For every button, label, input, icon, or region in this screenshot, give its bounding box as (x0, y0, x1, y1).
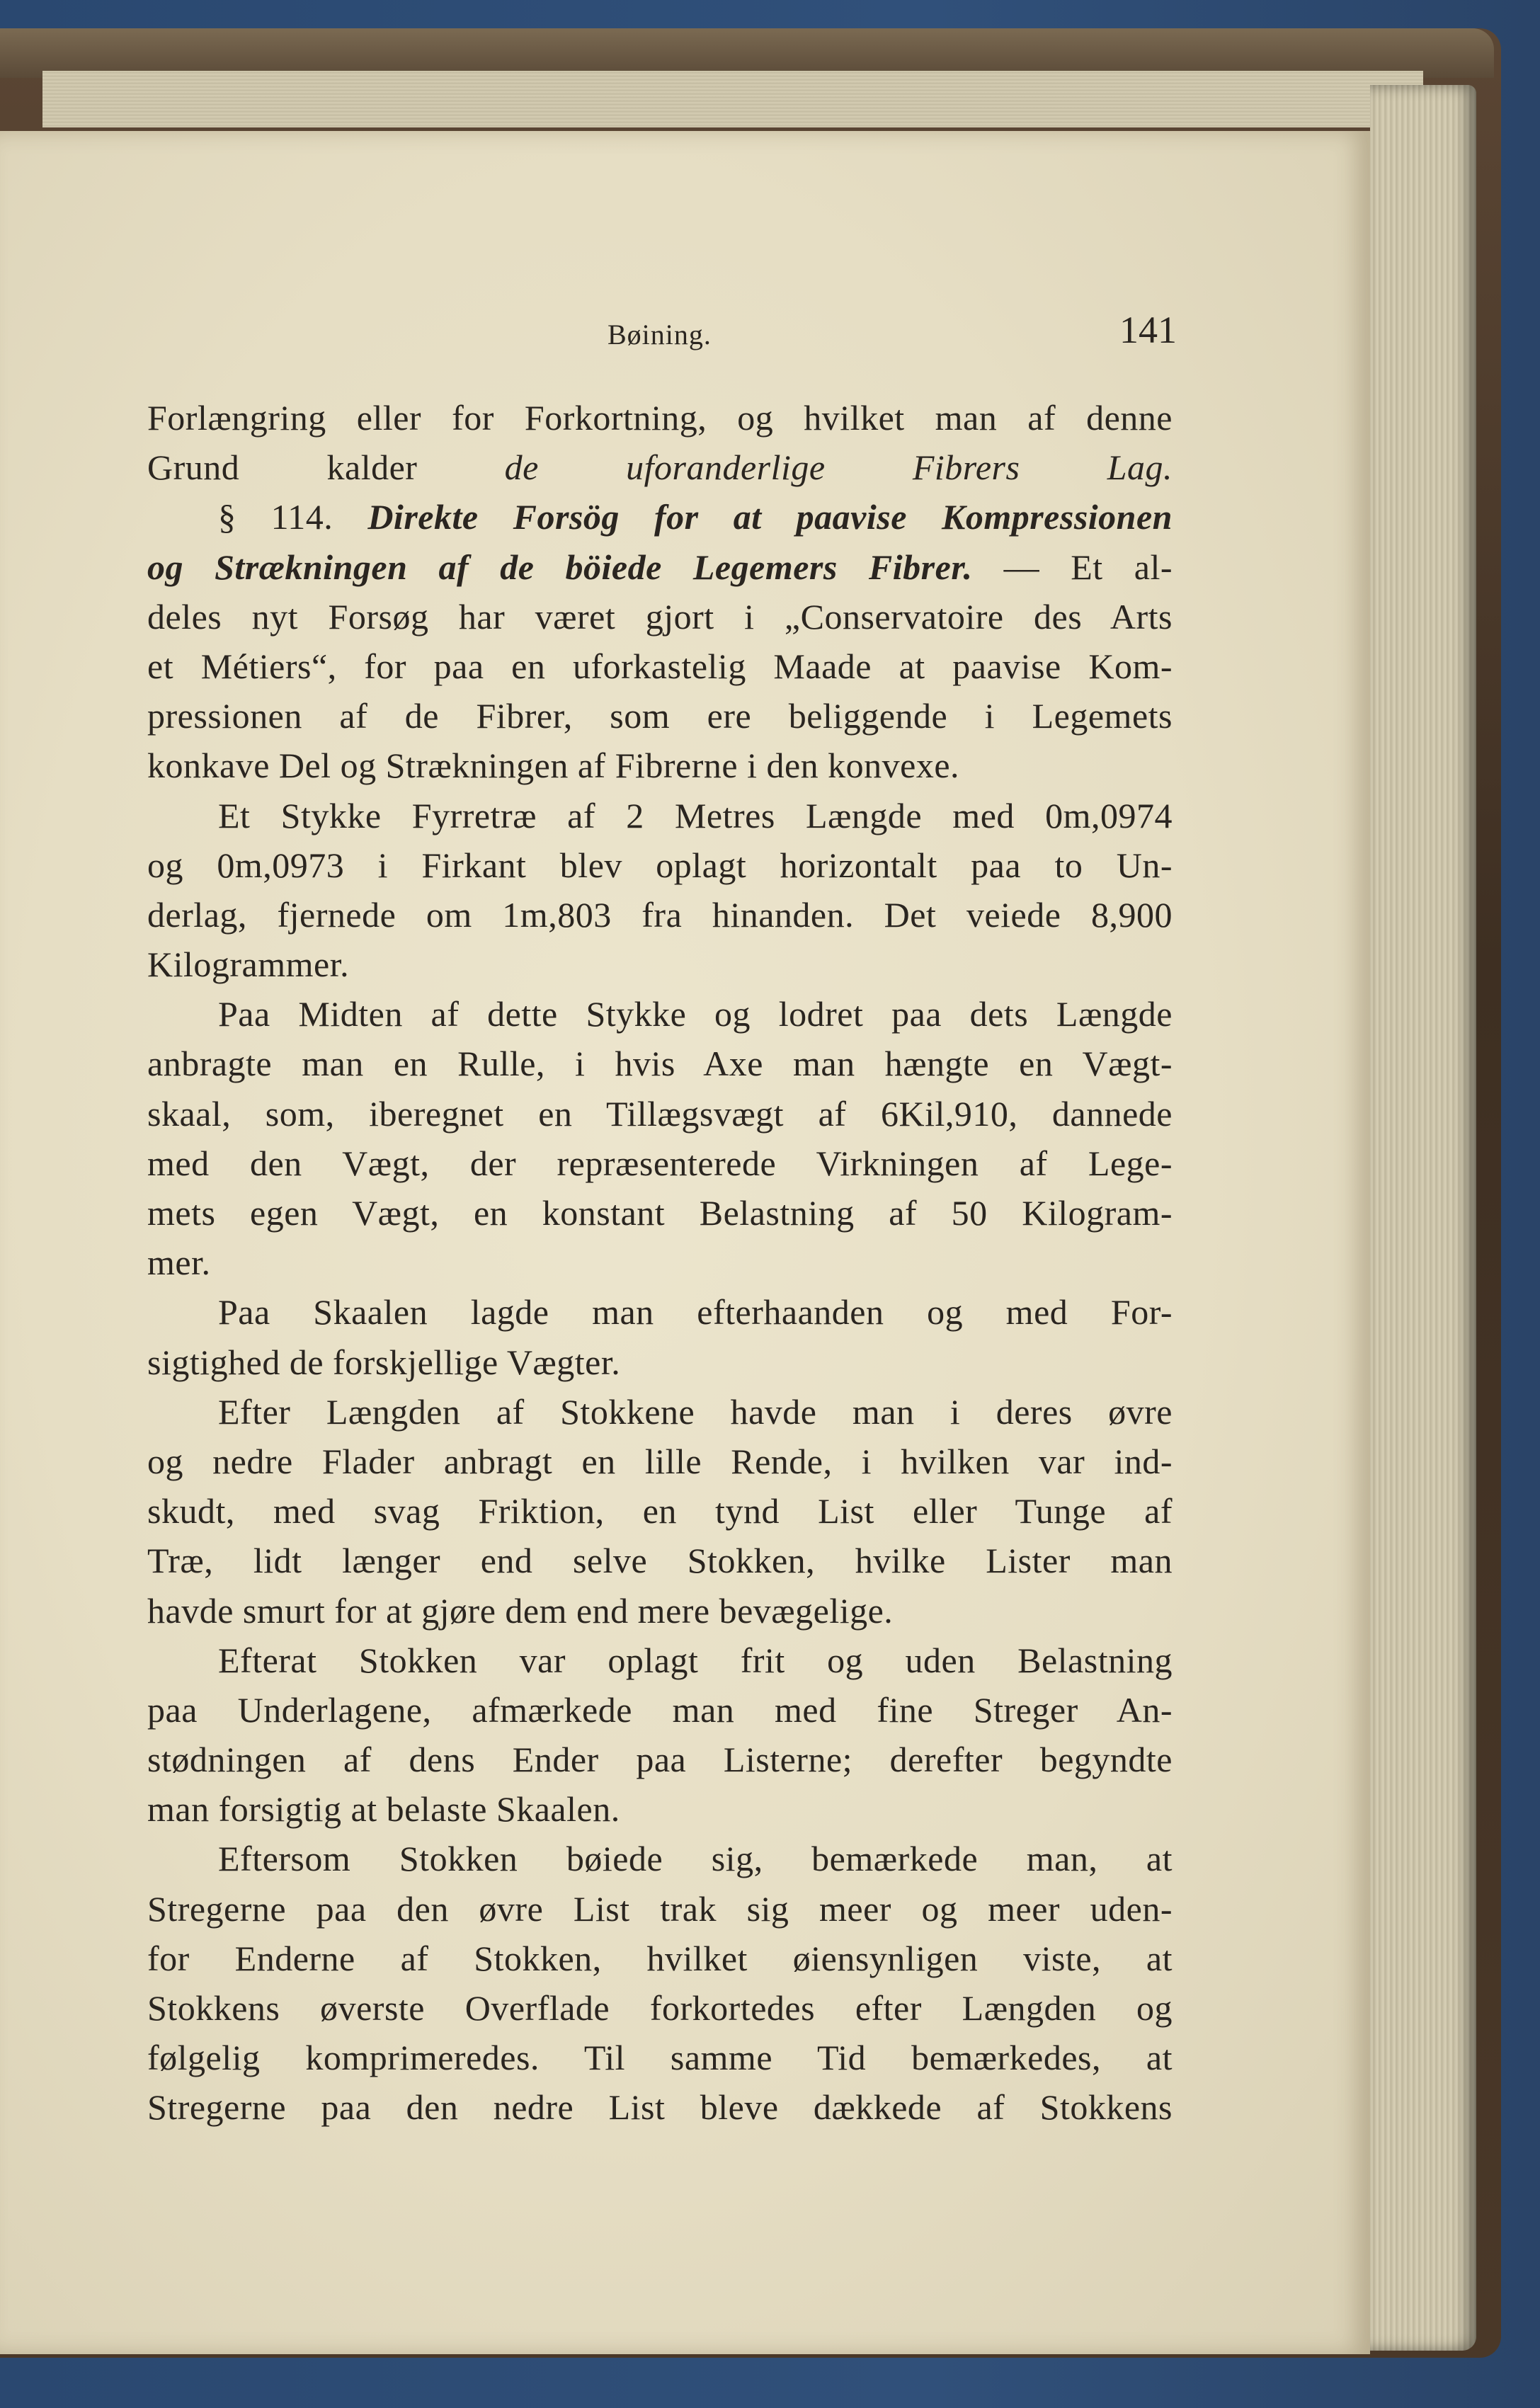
text-line: Efter Længden af Stokkene havde man i deres øvre (218, 1391, 1173, 1432)
text-line (147, 443, 1173, 492)
text-line: mer. (147, 1243, 211, 1283)
page-number: 141 (1119, 309, 1177, 351)
book-page (0, 131, 1370, 2354)
section-heading-line (147, 542, 1173, 592)
text-line: havde smurt for at gjøre dem end mere bevægelige. (147, 1590, 894, 1631)
text-line: med den Vægt, der repræsenterede Virkningen af Lege- (147, 1143, 1173, 1183)
running-title: Bøining. (608, 319, 712, 350)
text-line: Eftersom Stokken bøiede sig, bemærkede man, at (218, 1839, 1173, 1879)
text-line: og nedre Flader anbragt en lille Rende, i hvilken var ind- (147, 1441, 1173, 1481)
text-line: skudt, med svag Friktion, en tynd List eller Tunge af (147, 1491, 1173, 1531)
text-line: anbragte man en Rulle, i hvis Axe man hængte en Vægt- (147, 1044, 1173, 1084)
text-line: stødningen af dens Ender paa Listerne; derefter begyndte (147, 1740, 1173, 1780)
text-line: Stregerne paa den øvre List trak sig meer og meer uden- (147, 1888, 1173, 1929)
section-heading-line (147, 492, 1173, 542)
text-line: Et Stykke Fyrretræ af 2 Metres Længde med 0m,0974 (218, 795, 1173, 835)
text-line: pressionen af de Fibrer, som ere beliggende i Legemets (147, 696, 1173, 736)
text-line: Paa Skaalen lagde man efterhaanden og med For- (218, 1292, 1173, 1333)
text-line: deles nyt Forsøg har været gjort i „Conservatoire des Arts (147, 596, 1173, 637)
text-line: et Métiers“, for paa en uforkastelig Maade at paavise Kom- (147, 646, 1173, 686)
text-line: Kilogrammer. (147, 945, 350, 985)
text-line: følgelig komprimeredes. Til samme Tid bemærkedes, at (147, 2038, 1173, 2078)
text-line: skaal, som, iberegnet en Tillægsvægt af 6Kil,910, dannede (147, 1093, 1173, 1134)
text-run: — Et al- (972, 547, 1173, 587)
section-title: Direkte Forsög for at paavise Kompressionen (367, 497, 1173, 537)
text-line: Forlængring eller for Forkortning, og hvilket man af denne (147, 398, 1173, 438)
section-number: § 114. (218, 497, 368, 537)
running-head (147, 308, 1177, 358)
section-title-cont: og Strækningen af de böiede Legemers Fibrer. (147, 547, 973, 587)
text-line: og 0m,0973 i Firkant blev oplagt horizontalt paa to Un- (147, 845, 1173, 885)
text-line: Stregerne paa den nedre List bleve dækkede af Stokkens (147, 2087, 1173, 2128)
text-run: Grund kalder (147, 447, 505, 488)
text-line: mets egen Vægt, en konstant Belastning af 50 Kilogram- (147, 1193, 1173, 1233)
text-line: Efterat Stokken var oplagt frit og uden Belastning (218, 1640, 1173, 1680)
text-line: Paa Midten af dette Stykke og lodret paa dets Længde (218, 994, 1173, 1034)
text-line: sigtighed de forskjellige Vægter. (147, 1342, 621, 1382)
text-line: derlag, fjernede om 1m,803 fra hinanden. Det veiede 8,900 (147, 894, 1173, 935)
body-text (147, 393, 1173, 2133)
italic-term: de uforanderlige Fibrers Lag. (504, 447, 1173, 488)
text-line: Træ, lidt længer end selve Stokken, hvilke Lister man (147, 1541, 1173, 1581)
text-line: paa Underlagene, afmærkede man med fine Streger An- (147, 1689, 1173, 1730)
text-line: konkave Del og Strækningen af Fibrerne i den konvexe. (147, 746, 960, 786)
text-line: man forsigtig at belaste Skaalen. (147, 1789, 620, 1830)
text-line: for Enderne af Stokken, hvilket øiensynligen viste, at (147, 1938, 1173, 1978)
page-stack-fore-edge (1370, 85, 1476, 2351)
text-line: Stokkens øverste Overflade forkortedes efter Længden og (147, 1988, 1173, 2028)
page-stack-top-edge (42, 71, 1423, 127)
